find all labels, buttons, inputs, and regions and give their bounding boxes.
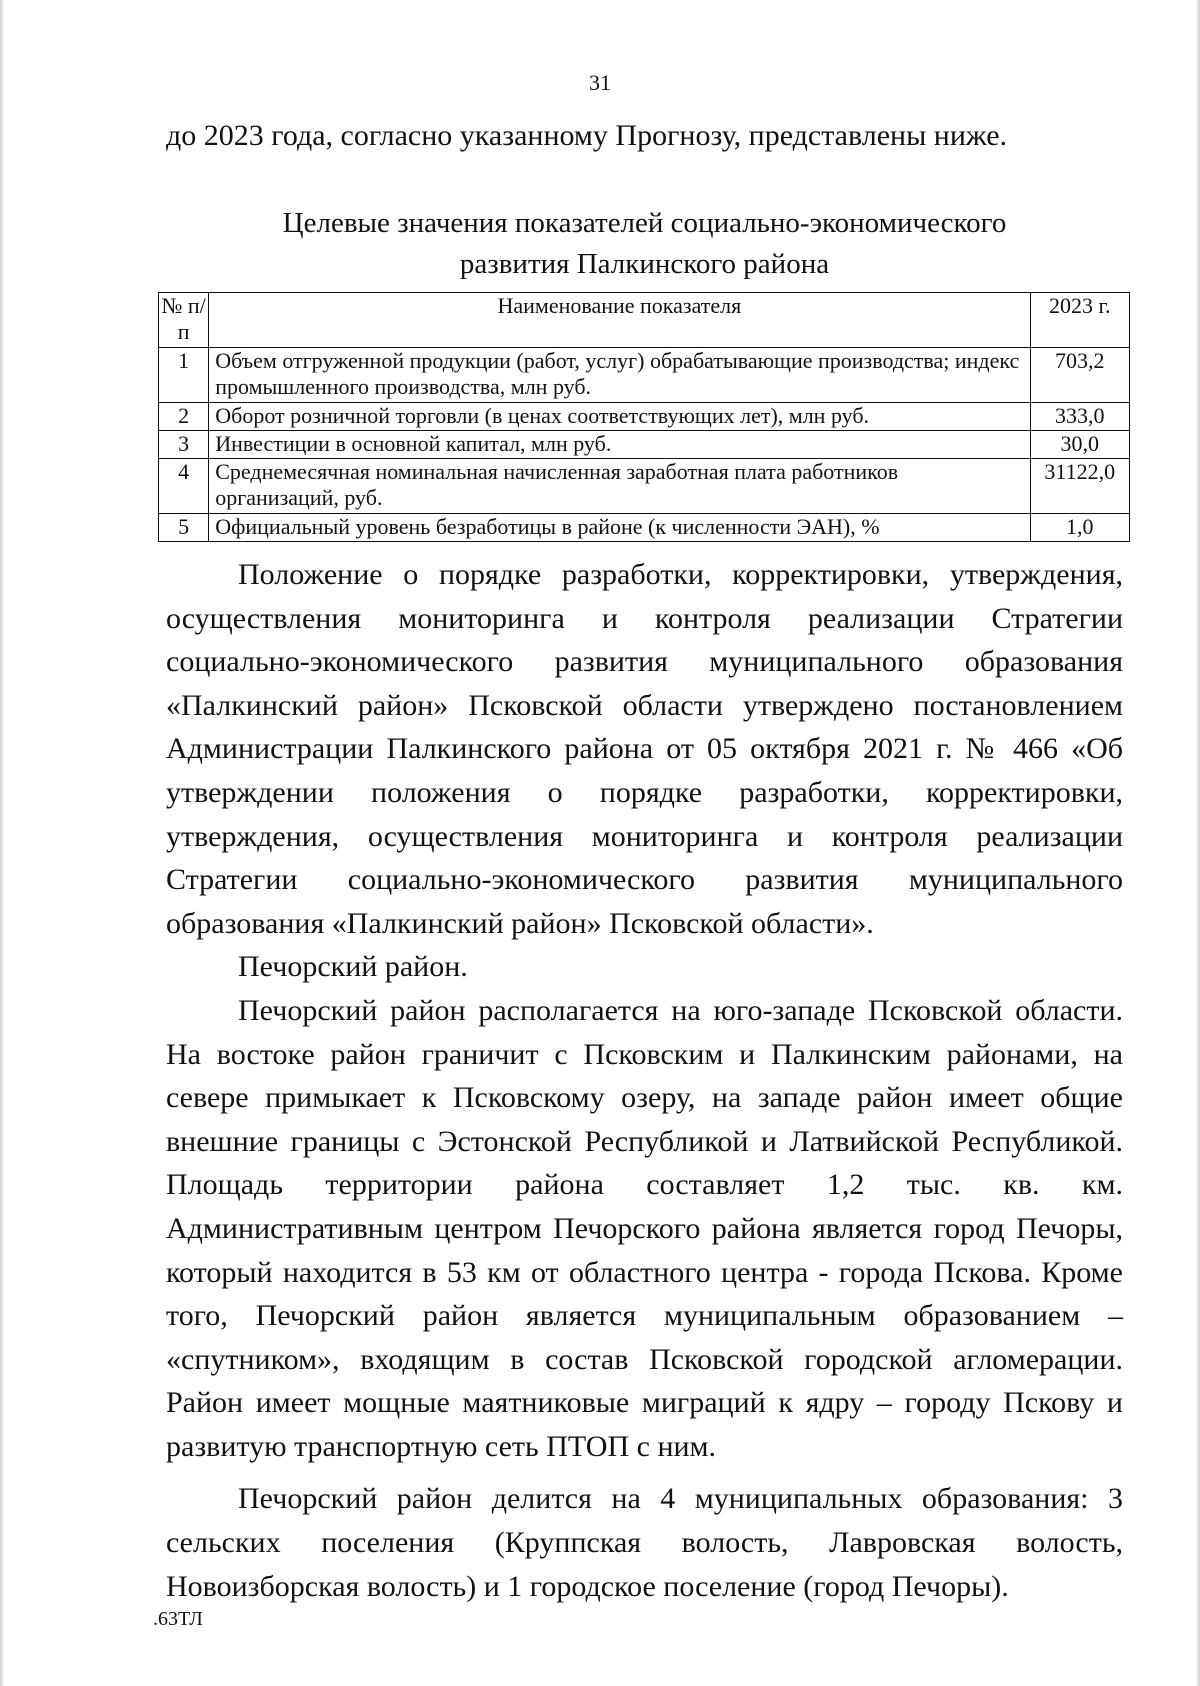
header-year-cell: 2023 г. xyxy=(1030,293,1129,348)
table-row xyxy=(159,459,1130,514)
lead-line: до 2023 года, согласно указанному Прогнозу, представлены ниже. xyxy=(166,119,1008,152)
row-num-cell: 3 xyxy=(159,431,209,459)
table-row xyxy=(159,431,1130,459)
row-name-cell: Инвестиции в основной капитал, млн руб. xyxy=(209,431,1030,459)
row-name-cell: Среднемесячная номинальная начисленная заработная плата работников организаций, руб. xyxy=(209,459,1030,514)
table-row xyxy=(159,514,1130,542)
body-text xyxy=(166,553,1123,1608)
table-title xyxy=(166,203,1123,285)
header-num-cell: № п/п xyxy=(159,293,209,348)
row-value-cell: 31122,0 xyxy=(1030,459,1129,514)
table-title-line-1: Целевые значения показателей социально-экономического xyxy=(282,207,1007,239)
paragraph-pechory-municipalities: Печорский район делится на 4 муниципальных образования: 3 сельских поселения (Круппская волость, Лавровская волость, Новоизборская волость) и 1 городское поселение (город Печоры). xyxy=(166,1482,1123,1603)
paragraph-regulation: Положение о порядке разработки, корректировки, утверждения, осуществления мониторинга и контроля реализации Стратегии социально-экономического развития муниципального образования «Палкинский район» Псковской области утверждено постановлением Администрации Палкинского района от 05 октября 2021 г. № 466 «Об утверждении положения о порядке разработки, корректировки, утверждения, осуществления мониторинга и контроля реализации Стратегии социально-экономического развития муниципального образования «Палкинский район» Псковской области». xyxy=(166,558,1123,940)
row-num-cell: 5 xyxy=(159,514,209,542)
row-num-cell: 4 xyxy=(159,459,209,514)
row-value-cell: 1,0 xyxy=(1030,514,1129,542)
row-value-cell: 703,2 xyxy=(1030,348,1129,403)
scan-left-edge xyxy=(0,0,4,1686)
footer-code: .63ТЛ xyxy=(153,1608,203,1630)
table-row xyxy=(159,348,1130,403)
header-name-cell: Наименование показателя xyxy=(209,293,1030,348)
row-num-cell: 2 xyxy=(159,403,209,431)
row-value-cell: 333,0 xyxy=(1030,403,1129,431)
scan-right-edge xyxy=(1196,0,1200,1686)
indicators-table xyxy=(158,292,1130,542)
row-name-cell: Объем отгруженной продукции (работ, услуг) обрабатывающие производства; индекс промышленного производства, млн руб. xyxy=(209,348,1030,403)
table-header-row xyxy=(159,293,1130,348)
row-name-cell: Оборот розничной торговли (в ценах соответствующих лет), млн руб. xyxy=(209,403,1030,431)
page-number: 31 xyxy=(589,70,611,95)
table-row xyxy=(159,403,1130,431)
row-value-cell: 30,0 xyxy=(1030,431,1129,459)
paragraph-pechory-heading: Печорский район. xyxy=(238,950,468,984)
paragraph-pechory-description: Печорский район располагается на юго-западе Псковской области. На востоке район граничит с Псковским и Палкинским районами, на севере примыкает к Псковскому озеру, на западе район имеет общие внешние границы с Эстонской Республикой и Латвийской Республикой. Площадь территории района составляет 1,2 тыс. кв. км. Административным центром Печорского района является город Печоры, который находится в 53 км от областного центра - города Пскова. Кроме того, Печорский район является муниципальным образованием – «спутником», входящим в состав Псковской городской агломерации. Район имеет мощные маятниковые миграций к ядру – городу Пскову и развитую транспортную сеть ПТОП с ним. xyxy=(166,993,1123,1463)
table-title-line-2: развития Палкинского района xyxy=(459,248,830,280)
row-num-cell: 1 xyxy=(159,348,209,403)
row-name-cell: Официальный уровень безработицы в районе (к численности ЭАН), % xyxy=(209,514,1030,542)
